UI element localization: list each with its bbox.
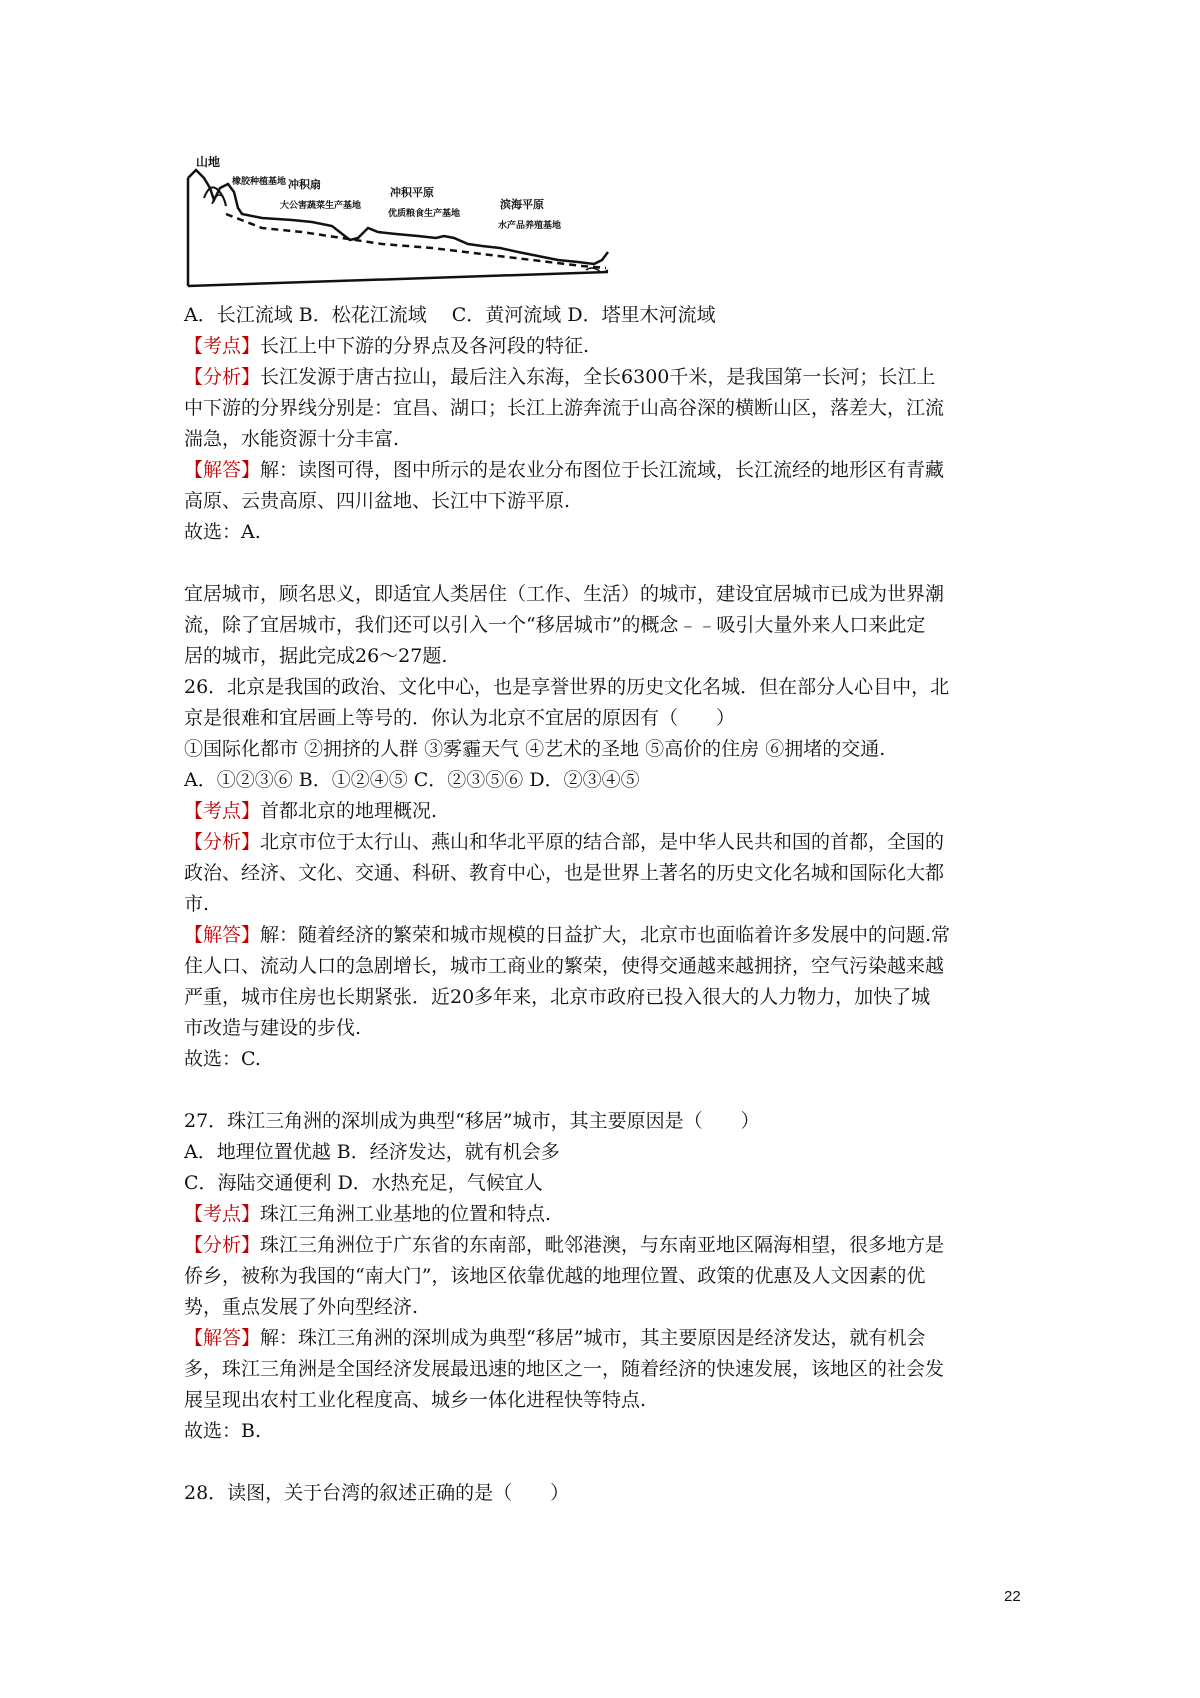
q27-answer: 故选：B. — [184, 1420, 262, 1442]
q26-jieda-line-4: 市改造与建设的步伐. — [184, 1017, 362, 1039]
fenxi-tag: 【分析】 — [184, 366, 261, 388]
kaodian-text: 珠江三角洲工业基地的位置和特点. — [260, 1203, 552, 1225]
intro-line-3: 居的城市，据此完成26～27题. — [184, 645, 448, 667]
q26-fenxi — [184, 827, 1034, 858]
document-content — [184, 300, 1034, 1509]
jieda-text: 解：随着经济的繁荣和城市规模的日益扩大，北京市也面临着许多发展中的问题.常 — [260, 924, 951, 946]
q26-fenxi-line-2: 政治、经济、文化、交通、科研、教育中心，也是世界上著名的历史文化名城和国际化大都 — [184, 862, 945, 884]
q27-kaodian — [184, 1199, 1034, 1230]
jieda-text: 解：珠江三角洲的深圳成为典型“移居”城市，其主要原因是经济发达，就有机会 — [260, 1327, 926, 1349]
q25-jieda-line-2: 高原、云贵高原、四川盆地、长江中下游平原. — [184, 490, 571, 512]
q26-items: ①国际化都市 ②拥挤的人群 ③雾霾天气 ④艺术的圣地 ⑤高价的住房 ⑥拥堵的交通. — [184, 738, 886, 760]
q25-fenxi-line-3: 湍急，水能资源十分丰富. — [184, 428, 400, 450]
q27-stem: 27．珠江三角洲的深圳成为典型“移居”城市，其主要原因是（ ） — [184, 1110, 760, 1132]
q25-options: A．长江流域 B．松花江流域 C．黄河流域 D．塔里木河流域 — [184, 304, 716, 326]
q26-answer: 故选：C. — [184, 1048, 261, 1070]
q27-fenxi — [184, 1230, 1034, 1261]
label-coastal-plain: 滨海平原 — [500, 198, 544, 211]
kaodian-text: 首都北京的地理概况. — [260, 800, 438, 822]
jieda-text: 解：读图可得，图中所示的是农业分布图位于长江流域，长江流经的地形区有青藏 — [260, 459, 945, 481]
q27-jieda-line-3: 展呈现出农村工业化程度高、城乡一体化进程快等特点. — [184, 1389, 647, 1411]
fenxi-tag: 【分析】 — [184, 1234, 261, 1256]
q26-jieda — [184, 920, 1034, 951]
label-alluvial-plain: 冲积平原 — [390, 186, 434, 199]
fenxi-text: 珠江三角洲位于广东省的东南部，毗邻港澳，与东南亚地区隔海相望，很多地方是 — [260, 1234, 945, 1256]
label-mountain: 山地 — [196, 155, 221, 169]
jieda-tag: 【解答】 — [184, 924, 261, 946]
q26-fenxi-line-3: 市. — [184, 893, 210, 915]
label-alluvial-plain-desc: 优质粮食生产基地 — [388, 209, 461, 219]
intro-line-2: 流，除了宜居城市，我们还可以引入一个“移居城市”的概念﹣﹣吸引大量外来人口来此定 — [184, 614, 926, 636]
page-number: 22 — [1004, 1588, 1021, 1605]
q26-stem-1: 26．北京是我国的政治、文化中心，也是享誉世界的历史文化名城．但在部分人心目中，北 — [184, 676, 950, 698]
q25-answer: 故选：A. — [184, 521, 261, 543]
q26-kaodian — [184, 796, 1034, 827]
jieda-tag: 【解答】 — [184, 459, 261, 481]
q25-fenxi-line-2: 中下游的分界线分别是：宜昌、湖口；长江上游奔流于山高谷深的横断山区，落差大，江流 — [184, 397, 945, 419]
q27-fenxi-line-2: 侨乡，被称为我国的“南大门”，该地区依靠优越的地理位置、政策的优惠及人文因素的优 — [184, 1265, 926, 1287]
kaodian-text: 长江上中下游的分界点及各河段的特征. — [260, 335, 590, 357]
q25-kaodian — [184, 331, 1034, 362]
q28-stem: 28．读图，关于台湾的叙述正确的是（ ） — [184, 1482, 570, 1504]
q25-fenxi — [184, 362, 1034, 393]
q26-jieda-line-2: 住人口、流动人口的急剧增长，城市工商业的繁荣，使得交通越来越拥挤，空气污染越来越 — [184, 955, 945, 977]
terrain-profile-figure — [182, 148, 614, 298]
q27-options-1: A．地理位置优越 B．经济发达，就有机会多 — [184, 1141, 560, 1163]
q27-fenxi-line-3: 势，重点发展了外向型经济. — [184, 1296, 419, 1318]
jieda-tag: 【解答】 — [184, 1327, 261, 1349]
q27-jieda — [184, 1323, 1034, 1354]
fenxi-text: 长江发源于唐古拉山，最后注入东海，全长6300千米，是我国第一长河；长江上 — [260, 366, 936, 388]
q26-jieda-line-3: 严重，城市住房也长期紧张．近20多年来，北京市政府已投入很大的人力物力，加快了城 — [184, 986, 931, 1008]
fenxi-text: 北京市位于太行山、燕山和华北平原的结合部，是中华人民共和国的首都，全国的 — [260, 831, 945, 853]
kaodian-tag: 【考点】 — [184, 335, 261, 357]
q25-jieda — [184, 455, 1034, 486]
fenxi-tag: 【分析】 — [184, 831, 261, 853]
q27-jieda-line-2: 多，珠江三角洲是全国经济发展最迅速的地区之一，随着经济的快速发展，该地区的社会发 — [184, 1358, 945, 1380]
q26-options: A．①②③⑥ B．①②④⑤ C．②③⑤⑥ D．②③④⑤ — [184, 769, 640, 791]
q26-stem-2: 京是很难和宜居画上等号的．你认为北京不宜居的原因有（ ） — [184, 707, 736, 729]
kaodian-tag: 【考点】 — [184, 1203, 261, 1225]
intro-line-1: 宜居城市，顾名思义，即适宜人类居住（工作、生活）的城市，建设宜居城市已成为世界潮 — [184, 583, 945, 605]
kaodian-tag: 【考点】 — [184, 800, 261, 822]
label-alluvial-fan-desc: 大公害蔬菜生产基地 — [280, 201, 362, 211]
q27-options-2: C．海陆交通便利 D．水热充足，气候宜人 — [184, 1172, 543, 1194]
label-coastal-plain-desc: 水产品养殖基地 — [498, 221, 562, 231]
label-rubber: 橡胶种植基地 — [232, 177, 287, 187]
label-alluvial-fan: 冲积扇 — [288, 178, 321, 191]
